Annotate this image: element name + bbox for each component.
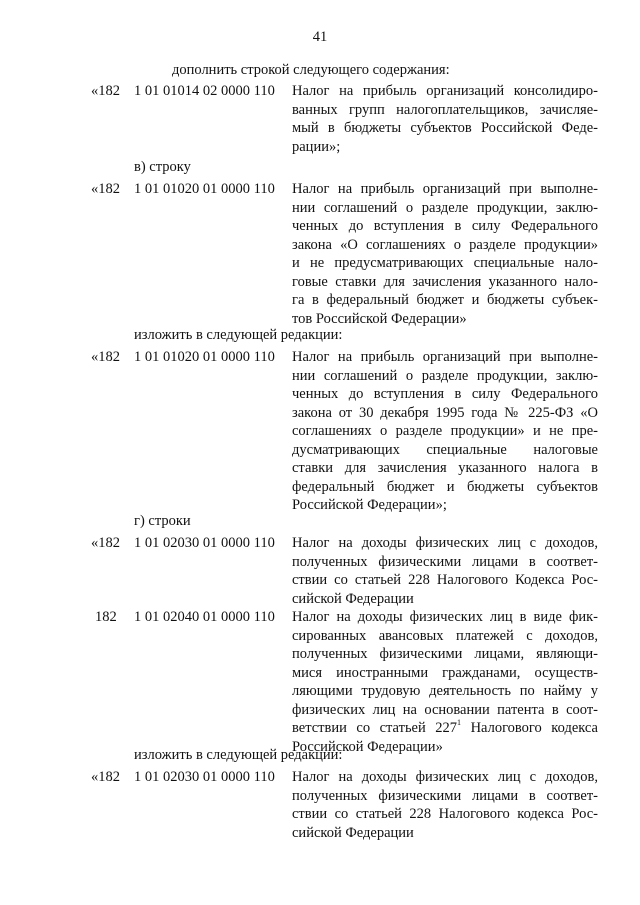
description-line: ляющими трудовую деятельность по найму у xyxy=(292,683,598,699)
code-prefix: «182 xyxy=(91,181,120,197)
description-line: ченных до вступления в силу Федерального xyxy=(292,386,598,402)
code-description xyxy=(292,348,598,515)
description-line: говые ставки для зачисления указанного нало- xyxy=(292,273,598,290)
description-line: ченных до вступления в силу Федерального xyxy=(292,218,598,234)
description-line: полученных физическими лицами, являющи- xyxy=(292,646,598,662)
description-line: га в федеральный бюджет и бюджеты субъек- xyxy=(292,292,598,308)
intro-new-edition: изложить в следующей редакции: xyxy=(134,747,343,763)
code-description xyxy=(292,768,598,842)
description-line: Российской Федерации» xyxy=(292,738,443,755)
budget-classification-code: 1 01 02030 01 0000 110 xyxy=(134,769,275,785)
description-line: полученных физическими лицами в соответ- xyxy=(292,787,598,804)
description-line: закона «О соглашениях о разделе продукции» xyxy=(292,236,598,253)
description-text: ветствии со статьей 227 xyxy=(292,720,458,736)
description-line: Налог на прибыль организаций консолидиро- xyxy=(292,83,598,99)
superscript-mark: 1 xyxy=(457,718,462,728)
code-prefix: 182 xyxy=(95,609,117,625)
budget-classification-code: 1 01 01014 02 0000 110 xyxy=(134,83,275,99)
description-line: ванных групп налогоплательщиков, зачисляе- xyxy=(292,101,598,118)
description-line: сированных авансовых платежей с доходов, xyxy=(292,627,598,644)
description-line: полученных физическими лицами в соответ- xyxy=(292,553,598,570)
description-line: Налог на прибыль организаций при выполне- xyxy=(292,349,598,365)
code-prefix: «182 xyxy=(91,769,120,785)
description-line: Налог на доходы физических лиц с доходов, xyxy=(292,535,598,551)
description-line: нии соглашений о разделе продукции, заклю- xyxy=(292,199,598,216)
description-line-with-superscript xyxy=(292,719,598,738)
description-line: Налог на доходы физических лиц в виде фик- xyxy=(292,609,598,625)
code-description xyxy=(292,608,598,756)
description-line: Российской Федерации»; xyxy=(292,497,447,513)
description-text: Налогового кодекса xyxy=(461,720,598,736)
description-line: мися иностранными гражданами, осуществ- xyxy=(292,664,598,681)
description-line: закона от 30 декабря 1995 года № 225-ФЗ «О xyxy=(292,404,598,421)
description-line: федеральный бюджет и бюджеты субъектов xyxy=(292,478,598,495)
code-prefix: «182 xyxy=(91,535,120,551)
code-description xyxy=(292,180,598,328)
description-line: ствии со статьей 228 Налогового кодекса Рос- xyxy=(292,806,598,822)
description-line: тов Российской Федерации» xyxy=(292,310,467,327)
budget-classification-code: 1 01 01020 01 0000 110 xyxy=(134,181,275,197)
description-line: рации»; xyxy=(292,138,341,155)
code-prefix: «182 xyxy=(91,83,120,99)
intro-add-line: дополнить строкой следующего содержания: xyxy=(172,62,450,78)
description-line: Налог на доходы физических лиц с доходов, xyxy=(292,769,598,785)
description-line: дусматривающих специальные налоговые xyxy=(292,441,598,458)
description-line: Налог на прибыль организаций при выполне- xyxy=(292,181,598,197)
intro-new-edition: изложить в следующей редакции: xyxy=(134,327,343,343)
description-line: сийской Федерации xyxy=(292,824,414,841)
code-description xyxy=(292,82,598,156)
budget-classification-code: 1 01 02030 01 0000 110 xyxy=(134,535,275,551)
budget-classification-code: 1 01 02040 01 0000 110 xyxy=(134,609,275,625)
description-line: соглашениях о разделе продукции» и не пре- xyxy=(292,423,598,439)
intro-line-v: в) строку xyxy=(134,159,191,175)
description-line: ствии со статьей 228 Налогового Кодекса Рос- xyxy=(292,572,598,588)
code-description xyxy=(292,534,598,608)
budget-classification-code: 1 01 01020 01 0000 110 xyxy=(134,349,275,365)
description-line: и не предусматривающих специальные нало- xyxy=(292,255,598,271)
description-line: нии соглашений о разделе продукции, заклю- xyxy=(292,367,598,384)
description-line: физических лиц на основании патента в соот- xyxy=(292,701,598,718)
code-prefix: «182 xyxy=(91,349,120,365)
page-number: 41 xyxy=(312,29,328,45)
description-line: мый в бюджеты субъектов Российской Феде- xyxy=(292,120,598,136)
description-line: сийской Федерации xyxy=(292,590,414,607)
intro-lines-g: г) строки xyxy=(134,513,191,529)
description-line: ставки для зачисления указанного налога в xyxy=(292,460,598,476)
